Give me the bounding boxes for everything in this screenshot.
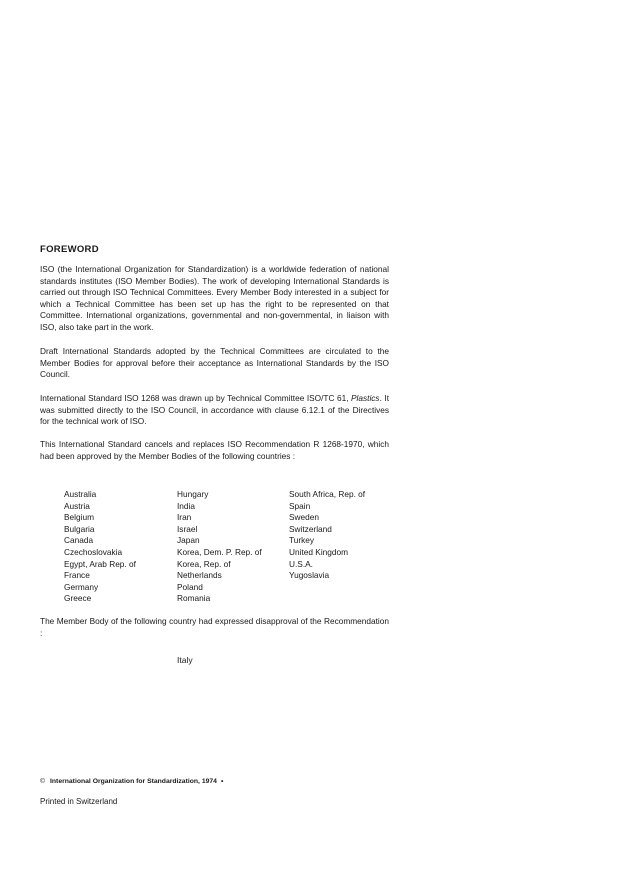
country-list-column-2 bbox=[177, 489, 262, 605]
disapproval-country: Italy bbox=[177, 655, 193, 665]
copyright-line bbox=[40, 778, 223, 785]
foreword-paragraph-1: ISO (the International Organization for Standardization) is a worldwide federation of national standards institutes (ISO Member Bodies). The work of developing International Standards is carried out through ISO Technical Committees. Every Member Body interested in a subject for which a Technical Committee has been set up has the right to be represented on that Committee. International organizations, governmental and non-governmental, in liaison with ISO, also take part in the work. bbox=[40, 264, 389, 332]
country-item: Korea, Dem. P. Rep. of bbox=[177, 546, 262, 557]
country-item: Japan bbox=[177, 535, 200, 546]
paragraph-3-committee-name: Plastics bbox=[351, 393, 380, 403]
printed-in-note: Printed in Switzerland bbox=[40, 797, 118, 806]
country-item: Switzerland bbox=[289, 523, 332, 534]
country-item: South Africa, Rep. of bbox=[289, 489, 366, 499]
paragraph-3-text-end: . It was submitted directly to the ISO Council, in accordance with clause 6.12.1 of the Directives for the technical work of ISO. bbox=[40, 393, 389, 426]
foreword-heading: FOREWORD bbox=[40, 244, 99, 255]
country-item: Yugoslavia bbox=[289, 570, 330, 581]
country-item: Canada bbox=[64, 535, 94, 546]
country-item: Netherlands bbox=[177, 570, 222, 581]
bullet-mark: • bbox=[220, 778, 224, 785]
country-item: Hungary bbox=[177, 489, 209, 499]
country-item: Sweden bbox=[289, 512, 319, 523]
country-item: Czechoslovakia bbox=[64, 546, 123, 557]
country-item: Spain bbox=[289, 500, 311, 511]
country-item: Australia bbox=[64, 489, 97, 499]
country-item: France bbox=[64, 570, 90, 581]
paragraph-3-text-start: International Standard ISO 1268 was drawn up by Technical Committee ISO/TC 61, bbox=[40, 393, 351, 403]
foreword-paragraph-3 bbox=[40, 393, 389, 428]
country-item: Korea, Rep. of bbox=[177, 558, 231, 569]
copyright-text: International Organization for Standardization, 1974 bbox=[50, 778, 217, 785]
country-item: Israel bbox=[177, 523, 198, 534]
country-item: Egypt, Arab Rep. of bbox=[64, 558, 136, 569]
country-item: India bbox=[177, 500, 195, 511]
disapproval-paragraph: The Member Body of the following country had expressed disapproval of the Recommendation : bbox=[40, 616, 389, 638]
country-item: Turkey bbox=[289, 535, 315, 546]
foreword-paragraph-4: This International Standard cancels and replaces ISO Recommendation R 1268-1970, which had been approved by the Member Bodies of the following countries : bbox=[40, 439, 389, 461]
country-item: Germany bbox=[64, 581, 99, 592]
country-item: Iran bbox=[177, 512, 192, 523]
country-item: Austria bbox=[64, 500, 90, 511]
country-item: Bulgaria bbox=[64, 523, 95, 534]
country-item: Greece bbox=[64, 593, 92, 604]
country-item: U.S.A. bbox=[289, 558, 313, 569]
country-list-column-1 bbox=[64, 489, 136, 605]
copyright-symbol: © bbox=[40, 778, 46, 785]
country-item: Romania bbox=[177, 593, 211, 604]
foreword-paragraph-2: Draft International Standards adopted by the Technical Committees are circulated to the Member Bodies for approval before their acceptance as International Standards by the ISO Council. bbox=[40, 346, 389, 379]
country-item: Poland bbox=[177, 581, 203, 592]
country-list-column-3 bbox=[289, 489, 365, 582]
country-item: United Kingdom bbox=[289, 546, 349, 557]
country-item: Belgium bbox=[64, 512, 94, 523]
